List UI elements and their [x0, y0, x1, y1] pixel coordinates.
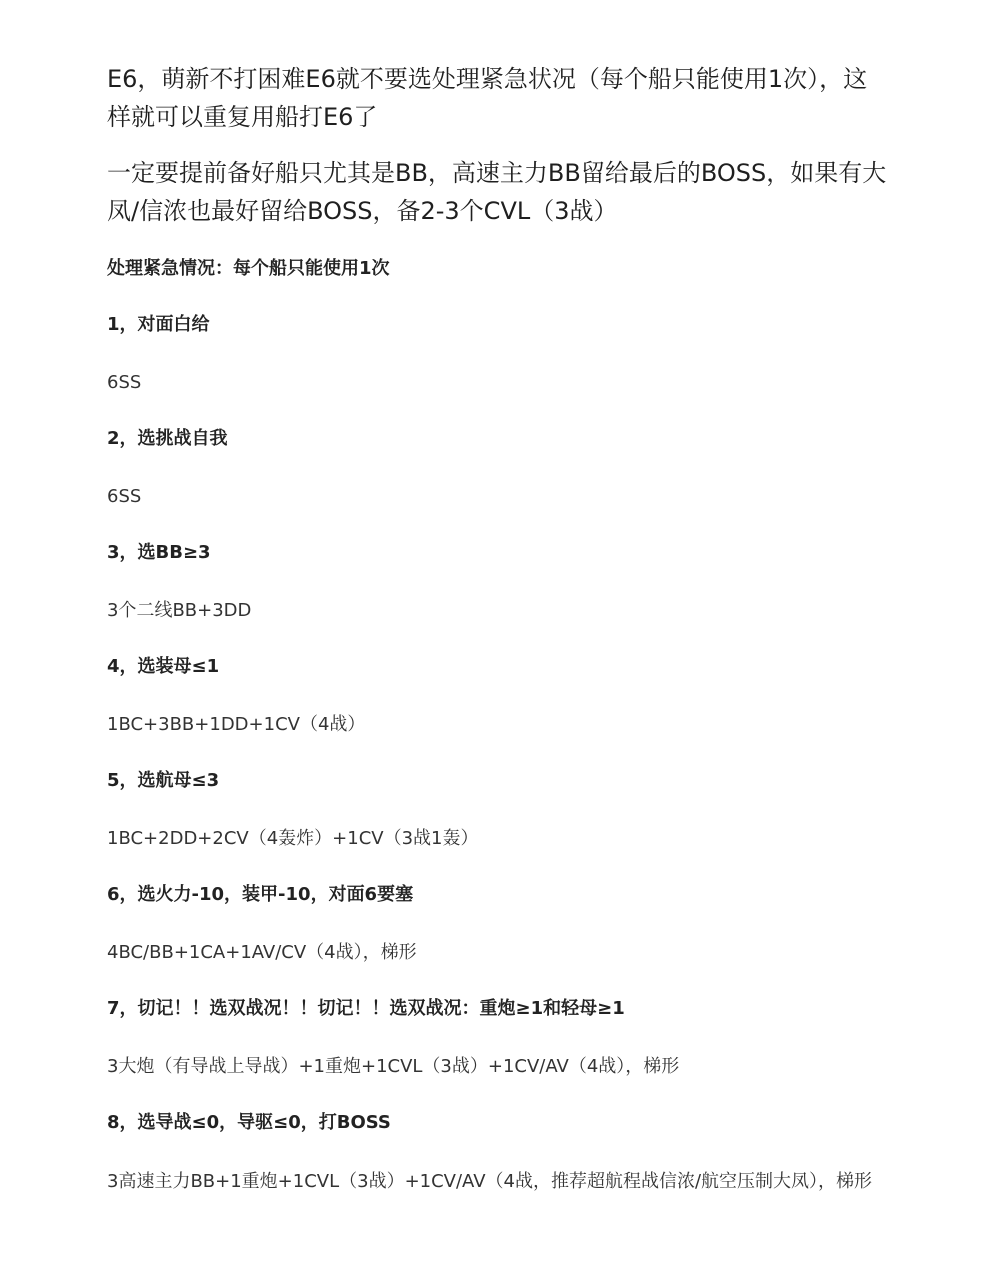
item-heading-8: 8，选导战≤0，导驱≤0，打BOSS: [107, 1112, 391, 1133]
article-body: [107, 60, 887, 1226]
intro-paragraph-2: 一定要提前备好船只尤其是BB，高速主力BB留给最后的BOSS，如果有大凤/信浓也最好留给BOSS，备2-3个CVL（3战）: [107, 159, 887, 225]
item-heading-3: 3，选BB≥3: [107, 542, 211, 563]
item-heading-6: 6，选火力-10，装甲-10，对面6要塞: [107, 884, 414, 905]
item-fleet-1: 6SS: [107, 372, 142, 393]
item-fleet-8: 3高速主力BB+1重炮+1CVL（3战）+1CV/AV（4战，推荐超航程战信浓/航空压制大凤），梯形: [107, 1171, 873, 1192]
section-title: 处理紧急情况：每个船只能使用1次: [107, 258, 390, 279]
item-fleet-3: 3个二线BB+3DD: [107, 600, 252, 621]
item-fleet-5: 1BC+2DD+2CV（4轰炸）+1CV（3战1轰）: [107, 828, 479, 849]
item-heading-1: 1，对面白给: [107, 314, 210, 335]
item-fleet-2: 6SS: [107, 486, 142, 507]
item-fleet-7: 3大炮（有导战上导战）+1重炮+1CVL（3战）+1CV/AV（4战），梯形: [107, 1056, 680, 1077]
item-heading-4: 4，选装母≤1: [107, 656, 220, 677]
item-fleet-6: 4BC/BB+1CA+1AV/CV（4战），梯形: [107, 942, 417, 963]
item-heading-2: 2，选挑战自我: [107, 428, 228, 449]
intro-paragraph-1: E6，萌新不打困难E6就不要选处理紧急状况（每个船只能使用1次），这样就可以重复用船打E6了: [107, 65, 868, 131]
item-fleet-4: 1BC+3BB+1DD+1CV（4战）: [107, 714, 366, 735]
item-heading-5: 5，选航母≤3: [107, 770, 220, 791]
item-heading-7: 7，切记！！选双战况！！切记！！选双战况：重炮≥1和轻母≥1: [107, 998, 625, 1019]
